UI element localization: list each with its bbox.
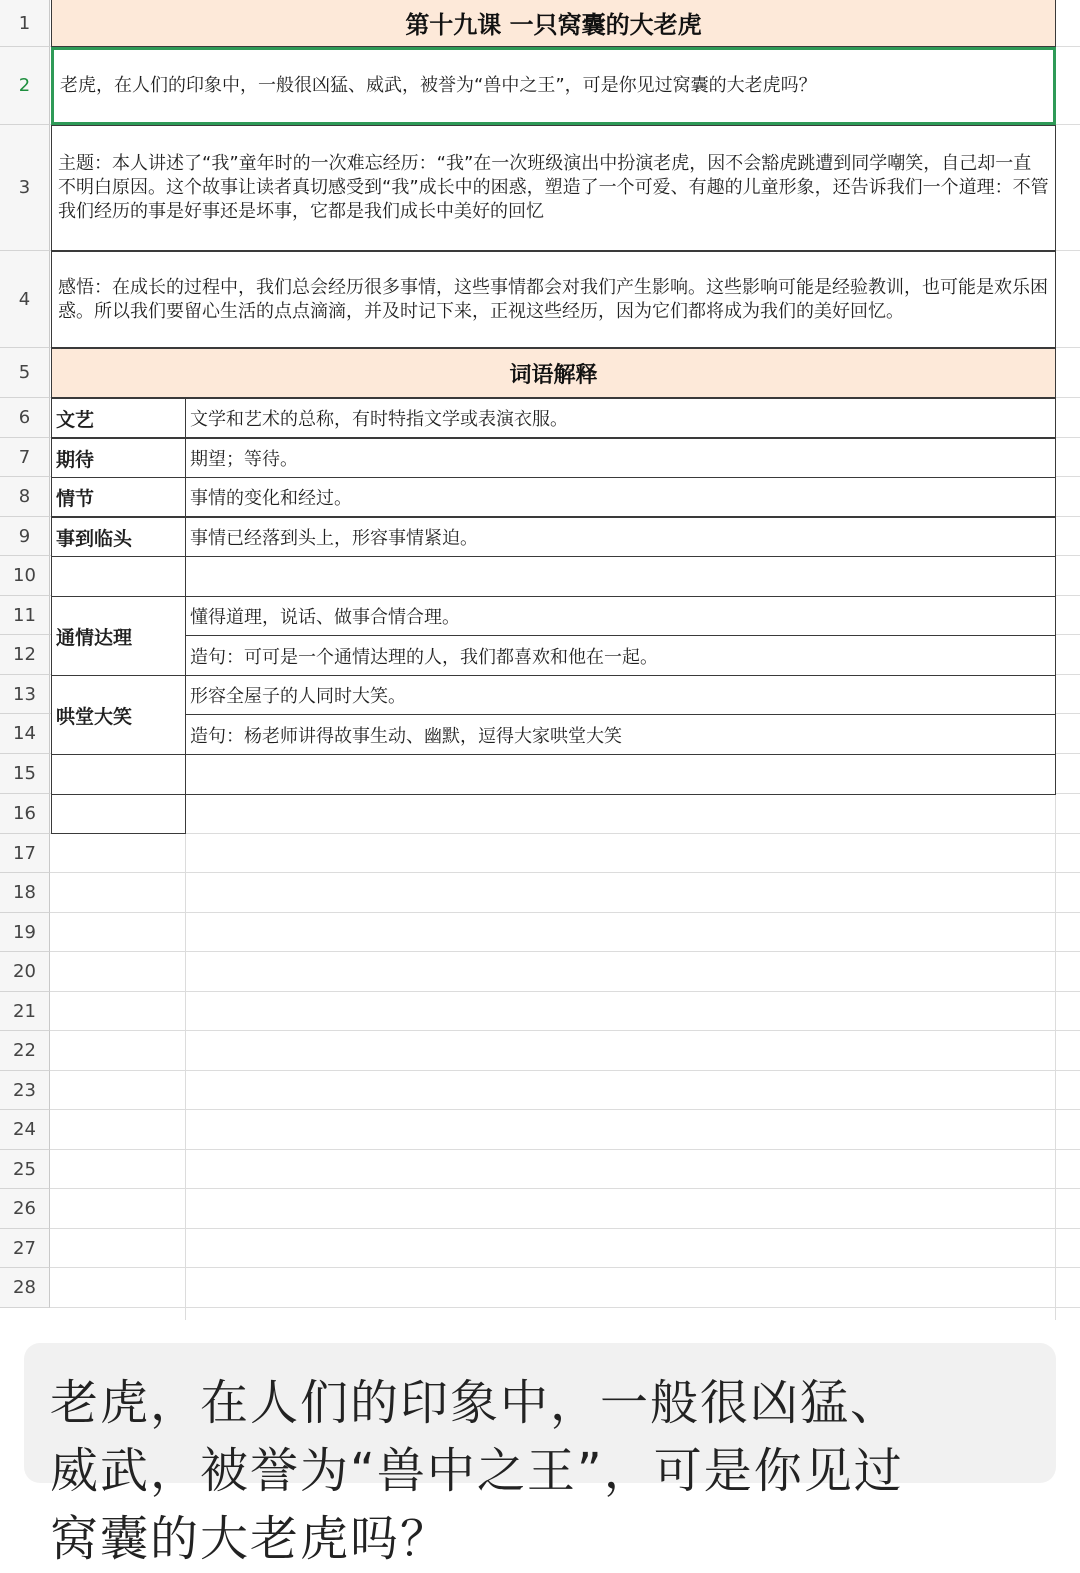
reflection-cell[interactable]	[51, 251, 1056, 348]
vocab-definition-cell[interactable]	[185, 398, 1056, 438]
row-number[interactable]: 7	[0, 438, 50, 477]
vocab-definition: 事情的变化和经过。	[190, 488, 352, 509]
row-gridline	[50, 1307, 1080, 1308]
row-number[interactable]: 12	[0, 635, 50, 675]
row-gridline	[50, 951, 1080, 952]
vocab-term-cell[interactable]	[51, 517, 186, 557]
vocab-example: 造句：杨老师讲得故事生动、幽默，逗得大家哄堂大笑	[190, 725, 622, 747]
row-gridline	[50, 1030, 1080, 1031]
empty-cell[interactable]	[185, 556, 1056, 597]
row-number[interactable]: 27	[0, 1229, 50, 1268]
row-gridline	[50, 1070, 1080, 1071]
vocab-term-cell[interactable]	[51, 675, 186, 755]
vocab-example-cell[interactable]	[185, 714, 1056, 755]
row-number[interactable]: 20	[0, 952, 50, 992]
row-gridline	[50, 1228, 1080, 1229]
row-gridline	[50, 872, 1080, 873]
vocab-term: 哄堂大笑	[56, 705, 133, 728]
row-number[interactable]: 5	[0, 348, 50, 398]
theme-text: 主题：本人讲述了“我”童年时的一次难忘经历：“我”在一次班级演出中扮演老虎，因不会豁虎跳遭到同学嘲笑，自己却一直不明白原因。这个故事让读者真切感受到“我”成长中的困惑，塑造了一个可爱、有趣的儿童形象，还告诉我们一个道理：不管我们经历的事是好事还是坏事，它都是我们成长中美好的回忆	[58, 153, 1049, 222]
row-number[interactable]: 9	[0, 517, 50, 556]
row-number[interactable]: 15	[0, 754, 50, 794]
vocab-term-cell[interactable]	[51, 438, 186, 478]
vocab-term: 期待	[56, 448, 95, 471]
vocab-term: 情节	[56, 487, 95, 510]
row-number[interactable]: 18	[0, 873, 50, 913]
vocab-example-cell[interactable]	[185, 635, 1056, 676]
empty-cell[interactable]	[51, 556, 186, 597]
row-number[interactable]: 3	[0, 125, 50, 251]
row-number[interactable]: 4	[0, 251, 50, 348]
vocab-header-cell[interactable]	[51, 348, 1056, 398]
vocab-term-cell[interactable]	[51, 477, 186, 517]
vocab-definition-cell[interactable]	[185, 596, 1056, 636]
row-gridline	[50, 912, 1080, 913]
row-number[interactable]: 25	[0, 1150, 50, 1189]
vocab-term-cell[interactable]	[51, 596, 186, 676]
row-number[interactable]: 17	[0, 834, 50, 873]
reflection-text: 感悟：在成长的过程中，我们总会经历很多事情，这些事情都会对我们产生影响。这些影响可能是经验教训，也可能是欢乐困惑。所以我们要留心生活的点点滴滴，并及时记下来，正视这些经历，因为它们都将成为我们的美好回忆。	[58, 276, 1048, 322]
row-gridline	[50, 1109, 1080, 1110]
vocab-definition-cell[interactable]	[185, 438, 1056, 478]
vocab-term: 通情达理	[56, 626, 133, 649]
row-gridline	[50, 1149, 1080, 1150]
vocab-definition: 形容全屋子的人同时大笑。	[190, 686, 406, 707]
cell-preview-text: 老虎，在人们的印象中，一般很凶猛、威武，被誉为“兽中之王”，可是你见过窝囊的大老虎吗？	[50, 1375, 904, 1567]
row-number[interactable]: 13	[0, 675, 50, 714]
vocab-definition: 文学和艺术的总称，有时特指文学或表演衣服。	[190, 409, 568, 430]
vocab-definition: 事情已经落到头上，形容事情紧迫。	[190, 528, 478, 549]
empty-cell[interactable]	[51, 794, 186, 834]
row-number[interactable]: 24	[0, 1110, 50, 1150]
lesson-title: 第十九课 一只窝囊的大老虎	[405, 11, 702, 39]
cell-preview-panel[interactable]	[24, 1343, 1056, 1567]
empty-cell[interactable]	[51, 754, 186, 795]
row-gridline	[50, 991, 1080, 992]
row-number[interactable]: 23	[0, 1071, 50, 1110]
theme-cell[interactable]	[51, 125, 1056, 251]
vocab-definition: 懂得道理，说话、做事合情合理。	[190, 607, 460, 628]
intro-cell[interactable]	[51, 47, 1056, 125]
row-number[interactable]: 10	[0, 556, 50, 596]
row-gridline	[50, 1188, 1080, 1189]
intro-text: 老虎，在人们的印象中，一般很凶猛、威武，被誉为“兽中之王”，可是你见过窝囊的大老虎吗？	[60, 75, 817, 96]
row-number[interactable]: 1	[0, 0, 50, 47]
row-number[interactable]: 28	[0, 1268, 50, 1308]
vocab-example: 造句：可可是一个通情达理的人，我们都喜欢和他在一起。	[190, 646, 658, 668]
row-number[interactable]: 22	[0, 1031, 50, 1071]
vocab-term-cell[interactable]	[51, 398, 186, 438]
row-number[interactable]: 8	[0, 477, 50, 517]
row-number[interactable]: 26	[0, 1189, 50, 1229]
vocab-definition-cell[interactable]	[185, 675, 1056, 715]
row-number[interactable]: 19	[0, 913, 50, 952]
row-number[interactable]: 6	[0, 398, 50, 438]
vocab-term: 事到临头	[56, 527, 133, 550]
vocab-definition-cell[interactable]	[185, 477, 1056, 517]
vocab-header: 词语解释	[509, 362, 598, 388]
row-number[interactable]: 16	[0, 794, 50, 834]
vocab-definition-cell[interactable]	[185, 517, 1056, 557]
row-number[interactable]: 14	[0, 714, 50, 754]
vocab-definition: 期望；等待。	[190, 449, 298, 470]
title-cell[interactable]	[51, 0, 1056, 47]
row-number[interactable]: 11	[0, 596, 50, 635]
row-number[interactable]: 21	[0, 992, 50, 1031]
row-gridline	[50, 1267, 1080, 1268]
vocab-term: 文艺	[56, 408, 95, 431]
row-gridline	[50, 833, 1080, 834]
empty-cell[interactable]	[185, 754, 1056, 795]
row-number[interactable]: 2	[0, 47, 50, 125]
